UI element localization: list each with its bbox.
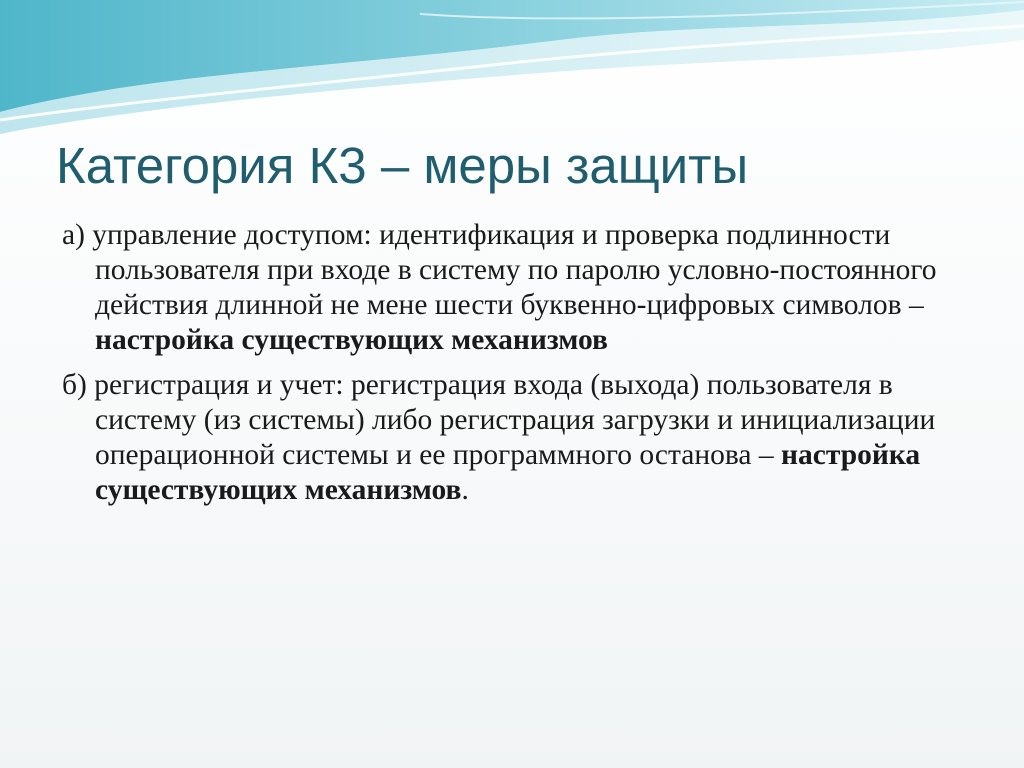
- item-text: б) регистрация и учет: регистрация входа (выхода) пользователя в систему (из системы) либо регистрация загрузки и инициализации операционной системы и ее программного останова –: [62, 369, 936, 471]
- item-tail: .: [461, 474, 469, 506]
- item-bold-text: настройка существующих механизмов: [95, 324, 608, 356]
- decorative-wave-header: [0, 0, 1024, 140]
- item-text: а) управление доступом: идентификация и проверка подлинности пользователя при входе в систему по паролю условно-постоянного действия длинной не мене шести буквенно-цифровых символов –: [62, 219, 937, 321]
- slide-body: [62, 218, 962, 518]
- item-bold-text: настройка существующих механизмов: [95, 439, 921, 506]
- list-item-registration: [62, 368, 962, 508]
- list-item-access-control: [62, 218, 962, 358]
- slide-title: Категория К3 – меры защиты: [56, 137, 749, 194]
